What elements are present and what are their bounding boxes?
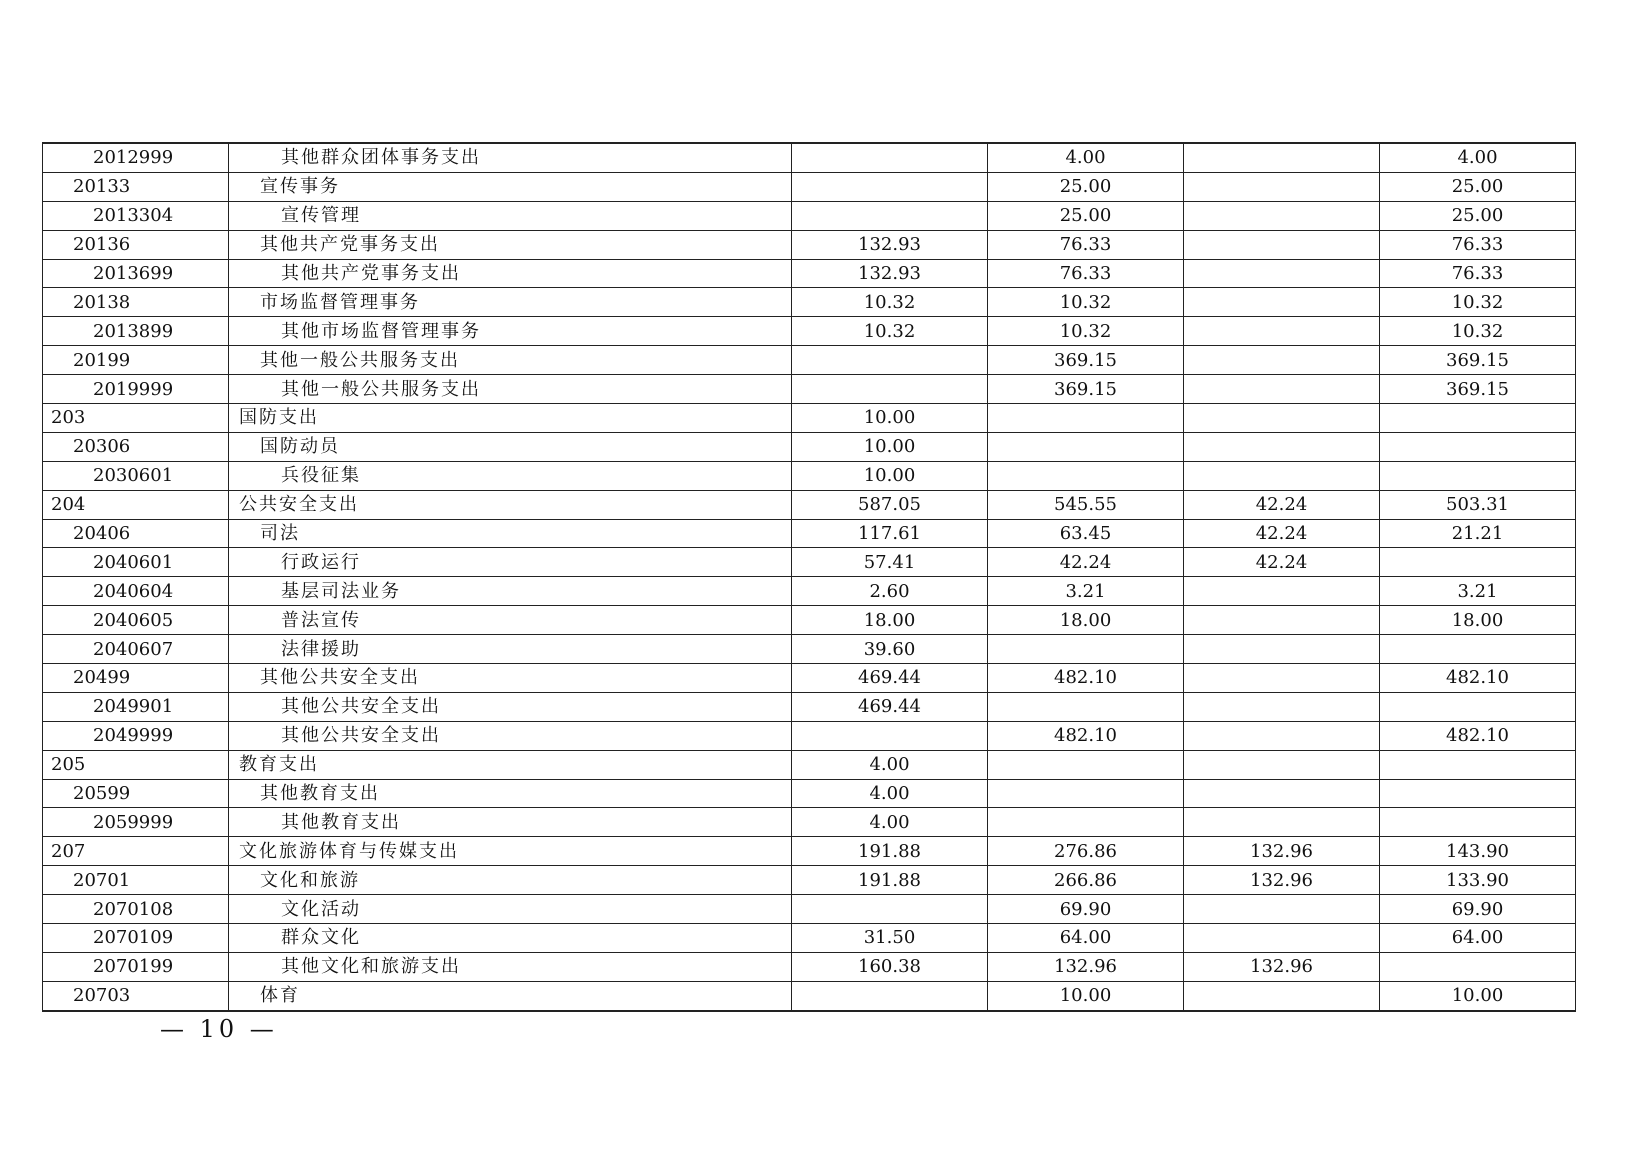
table-row — [43, 461, 1576, 490]
amount-cell-1 — [792, 981, 988, 1010]
amount-cell-2: 4.00 — [988, 143, 1184, 172]
amount-cell-4: 69.90 — [1380, 895, 1576, 924]
amount-cell-4: 21.21 — [1380, 519, 1576, 548]
table-row — [43, 692, 1576, 721]
name-cell: 普法宣传 — [229, 606, 792, 635]
table-row — [43, 635, 1576, 664]
amount-cell-1: 4.00 — [792, 808, 988, 837]
amount-cell-1: 57.41 — [792, 548, 988, 577]
amount-cell-4: 3.21 — [1380, 577, 1576, 606]
amount-cell-4 — [1380, 750, 1576, 779]
name-cell: 法律援助 — [229, 635, 792, 664]
amount-cell-1: 39.60 — [792, 635, 988, 664]
table-row — [43, 664, 1576, 693]
table-row — [43, 548, 1576, 577]
amount-cell-2 — [988, 461, 1184, 490]
amount-cell-2 — [988, 808, 1184, 837]
amount-cell-3 — [1184, 259, 1380, 288]
name-cell: 市场监督管理事务 — [229, 288, 792, 317]
amount-cell-1: 10.00 — [792, 432, 988, 461]
amount-cell-1: 2.60 — [792, 577, 988, 606]
amount-cell-1 — [792, 721, 988, 750]
amount-cell-3 — [1184, 721, 1380, 750]
name-cell: 其他文化和旅游支出 — [229, 952, 792, 981]
code-cell: 20599 — [43, 779, 229, 808]
amount-cell-4 — [1380, 461, 1576, 490]
page-number: — 10 — — [160, 1015, 278, 1043]
code-cell: 2070109 — [43, 924, 229, 953]
code-cell: 2013304 — [43, 201, 229, 230]
code-cell: 20199 — [43, 346, 229, 375]
name-cell: 其他市场监督管理事务 — [229, 317, 792, 346]
amount-cell-3: 42.24 — [1184, 490, 1380, 519]
code-cell: 2049999 — [43, 721, 229, 750]
code-cell: 2070108 — [43, 895, 229, 924]
amount-cell-1: 10.00 — [792, 404, 988, 433]
name-cell: 其他公共安全支出 — [229, 692, 792, 721]
name-cell: 基层司法业务 — [229, 577, 792, 606]
table-row — [43, 866, 1576, 895]
name-cell: 教育支出 — [229, 750, 792, 779]
code-cell: 20499 — [43, 664, 229, 693]
table-row — [43, 895, 1576, 924]
table-row — [43, 143, 1576, 172]
amount-cell-3 — [1184, 924, 1380, 953]
name-cell: 其他一般公共服务支出 — [229, 346, 792, 375]
amount-cell-3: 42.24 — [1184, 548, 1380, 577]
table-row — [43, 721, 1576, 750]
amount-cell-1 — [792, 895, 988, 924]
name-cell: 其他群众团体事务支出 — [229, 143, 792, 172]
amount-cell-4 — [1380, 404, 1576, 433]
amount-cell-3 — [1184, 317, 1380, 346]
amount-cell-2 — [988, 432, 1184, 461]
amount-cell-1: 132.93 — [792, 259, 988, 288]
code-cell: 2019999 — [43, 375, 229, 404]
amount-cell-2: 482.10 — [988, 664, 1184, 693]
name-cell: 体育 — [229, 981, 792, 1010]
amount-cell-2: 266.86 — [988, 866, 1184, 895]
amount-cell-4: 133.90 — [1380, 866, 1576, 895]
amount-cell-2: 76.33 — [988, 230, 1184, 259]
amount-cell-4 — [1380, 635, 1576, 664]
name-cell: 群众文化 — [229, 924, 792, 953]
code-cell: 2040604 — [43, 577, 229, 606]
amount-cell-1: 18.00 — [792, 606, 988, 635]
amount-cell-4: 76.33 — [1380, 259, 1576, 288]
table-row — [43, 750, 1576, 779]
amount-cell-3 — [1184, 461, 1380, 490]
table-row — [43, 837, 1576, 866]
amount-cell-4: 64.00 — [1380, 924, 1576, 953]
amount-cell-3 — [1184, 981, 1380, 1010]
code-cell: 20133 — [43, 172, 229, 201]
code-cell: 2049901 — [43, 692, 229, 721]
amount-cell-4: 369.15 — [1380, 375, 1576, 404]
code-cell: 20138 — [43, 288, 229, 317]
code-cell: 20406 — [43, 519, 229, 548]
amount-cell-2: 76.33 — [988, 259, 1184, 288]
amount-cell-3 — [1184, 346, 1380, 375]
amount-cell-3 — [1184, 230, 1380, 259]
amount-cell-2 — [988, 779, 1184, 808]
code-cell: 2013699 — [43, 259, 229, 288]
code-cell: 2012999 — [43, 143, 229, 172]
amount-cell-2: 18.00 — [988, 606, 1184, 635]
table-row — [43, 404, 1576, 433]
amount-cell-2: 64.00 — [988, 924, 1184, 953]
name-cell: 宣传管理 — [229, 201, 792, 230]
table-row — [43, 606, 1576, 635]
table-row — [43, 201, 1576, 230]
amount-cell-1: 191.88 — [792, 866, 988, 895]
amount-cell-3 — [1184, 692, 1380, 721]
amount-cell-3 — [1184, 606, 1380, 635]
amount-cell-4: 482.10 — [1380, 664, 1576, 693]
amount-cell-1 — [792, 172, 988, 201]
amount-cell-3 — [1184, 375, 1380, 404]
table-row — [43, 952, 1576, 981]
amount-cell-1: 160.38 — [792, 952, 988, 981]
amount-cell-4 — [1380, 779, 1576, 808]
amount-cell-4: 10.00 — [1380, 981, 1576, 1010]
table-row — [43, 808, 1576, 837]
amount-cell-1: 4.00 — [792, 779, 988, 808]
name-cell: 其他教育支出 — [229, 779, 792, 808]
code-cell: 2040605 — [43, 606, 229, 635]
name-cell: 行政运行 — [229, 548, 792, 577]
amount-cell-1: 31.50 — [792, 924, 988, 953]
amount-cell-3: 132.96 — [1184, 866, 1380, 895]
amount-cell-1 — [792, 143, 988, 172]
name-cell: 其他公共安全支出 — [229, 721, 792, 750]
amount-cell-2: 10.00 — [988, 981, 1184, 1010]
amount-cell-2: 132.96 — [988, 952, 1184, 981]
table-row — [43, 375, 1576, 404]
amount-cell-1: 4.00 — [792, 750, 988, 779]
amount-cell-4: 10.32 — [1380, 288, 1576, 317]
code-cell: 20703 — [43, 981, 229, 1010]
amount-cell-3 — [1184, 143, 1380, 172]
name-cell: 文化和旅游 — [229, 866, 792, 895]
amount-cell-2: 42.24 — [988, 548, 1184, 577]
amount-cell-3 — [1184, 577, 1380, 606]
amount-cell-2: 3.21 — [988, 577, 1184, 606]
code-cell: 20306 — [43, 432, 229, 461]
name-cell: 其他教育支出 — [229, 808, 792, 837]
amount-cell-3 — [1184, 664, 1380, 693]
name-cell: 其他公共安全支出 — [229, 664, 792, 693]
table-row — [43, 432, 1576, 461]
table-row — [43, 924, 1576, 953]
code-cell: 203 — [43, 404, 229, 433]
amount-cell-3 — [1184, 432, 1380, 461]
amount-cell-3: 42.24 — [1184, 519, 1380, 548]
amount-cell-1: 10.32 — [792, 317, 988, 346]
amount-cell-2 — [988, 750, 1184, 779]
amount-cell-2: 63.45 — [988, 519, 1184, 548]
name-cell: 公共安全支出 — [229, 490, 792, 519]
name-cell: 其他共产党事务支出 — [229, 230, 792, 259]
amount-cell-1 — [792, 201, 988, 230]
name-cell: 文化旅游体育与传媒支出 — [229, 837, 792, 866]
table-row — [43, 346, 1576, 375]
code-cell: 2070199 — [43, 952, 229, 981]
amount-cell-4: 503.31 — [1380, 490, 1576, 519]
amount-cell-2: 25.00 — [988, 172, 1184, 201]
name-cell: 司法 — [229, 519, 792, 548]
budget-table-body — [43, 143, 1576, 1011]
code-cell: 2013899 — [43, 317, 229, 346]
amount-cell-1: 191.88 — [792, 837, 988, 866]
amount-cell-3 — [1184, 288, 1380, 317]
amount-cell-1 — [792, 346, 988, 375]
amount-cell-3 — [1184, 779, 1380, 808]
name-cell: 国防支出 — [229, 404, 792, 433]
table-row — [43, 779, 1576, 808]
table-row — [43, 490, 1576, 519]
amount-cell-1: 117.61 — [792, 519, 988, 548]
amount-cell-4 — [1380, 952, 1576, 981]
amount-cell-4: 143.90 — [1380, 837, 1576, 866]
code-cell: 205 — [43, 750, 229, 779]
amount-cell-2: 369.15 — [988, 375, 1184, 404]
code-cell: 2059999 — [43, 808, 229, 837]
amount-cell-4: 10.32 — [1380, 317, 1576, 346]
amount-cell-3 — [1184, 808, 1380, 837]
table-row — [43, 519, 1576, 548]
code-cell: 204 — [43, 490, 229, 519]
amount-cell-1: 132.93 — [792, 230, 988, 259]
amount-cell-4: 76.33 — [1380, 230, 1576, 259]
amount-cell-3: 132.96 — [1184, 837, 1380, 866]
amount-cell-4 — [1380, 692, 1576, 721]
amount-cell-1: 469.44 — [792, 664, 988, 693]
code-cell: 207 — [43, 837, 229, 866]
code-cell: 2030601 — [43, 461, 229, 490]
table-row — [43, 288, 1576, 317]
table-row — [43, 172, 1576, 201]
amount-cell-4 — [1380, 548, 1576, 577]
amount-cell-4: 369.15 — [1380, 346, 1576, 375]
amount-cell-4: 25.00 — [1380, 201, 1576, 230]
amount-cell-2: 369.15 — [988, 346, 1184, 375]
name-cell: 国防动员 — [229, 432, 792, 461]
amount-cell-3 — [1184, 895, 1380, 924]
amount-cell-4: 4.00 — [1380, 143, 1576, 172]
amount-cell-4: 18.00 — [1380, 606, 1576, 635]
amount-cell-2 — [988, 692, 1184, 721]
budget-table — [42, 142, 1576, 1012]
amount-cell-2: 69.90 — [988, 895, 1184, 924]
amount-cell-3: 132.96 — [1184, 952, 1380, 981]
code-cell: 20136 — [43, 230, 229, 259]
amount-cell-3 — [1184, 201, 1380, 230]
table-row — [43, 230, 1576, 259]
amount-cell-1: 587.05 — [792, 490, 988, 519]
amount-cell-2: 10.32 — [988, 317, 1184, 346]
name-cell: 宣传事务 — [229, 172, 792, 201]
name-cell: 其他一般公共服务支出 — [229, 375, 792, 404]
amount-cell-3 — [1184, 172, 1380, 201]
amount-cell-4 — [1380, 808, 1576, 837]
name-cell: 兵役征集 — [229, 461, 792, 490]
name-cell: 其他共产党事务支出 — [229, 259, 792, 288]
amount-cell-2: 545.55 — [988, 490, 1184, 519]
code-cell: 2040601 — [43, 548, 229, 577]
table-row — [43, 577, 1576, 606]
code-cell: 2040607 — [43, 635, 229, 664]
amount-cell-3 — [1184, 635, 1380, 664]
table-row — [43, 259, 1576, 288]
code-cell: 20701 — [43, 866, 229, 895]
amount-cell-3 — [1184, 404, 1380, 433]
name-cell: 文化活动 — [229, 895, 792, 924]
amount-cell-4: 482.10 — [1380, 721, 1576, 750]
table-row — [43, 317, 1576, 346]
amount-cell-4 — [1380, 432, 1576, 461]
amount-cell-1: 469.44 — [792, 692, 988, 721]
amount-cell-4: 25.00 — [1380, 172, 1576, 201]
amount-cell-2: 10.32 — [988, 288, 1184, 317]
amount-cell-1: 10.32 — [792, 288, 988, 317]
amount-cell-2: 276.86 — [988, 837, 1184, 866]
amount-cell-2: 25.00 — [988, 201, 1184, 230]
amount-cell-3 — [1184, 750, 1380, 779]
amount-cell-2 — [988, 635, 1184, 664]
table-row — [43, 981, 1576, 1010]
amount-cell-1: 10.00 — [792, 461, 988, 490]
amount-cell-2 — [988, 404, 1184, 433]
amount-cell-1 — [792, 375, 988, 404]
amount-cell-2: 482.10 — [988, 721, 1184, 750]
